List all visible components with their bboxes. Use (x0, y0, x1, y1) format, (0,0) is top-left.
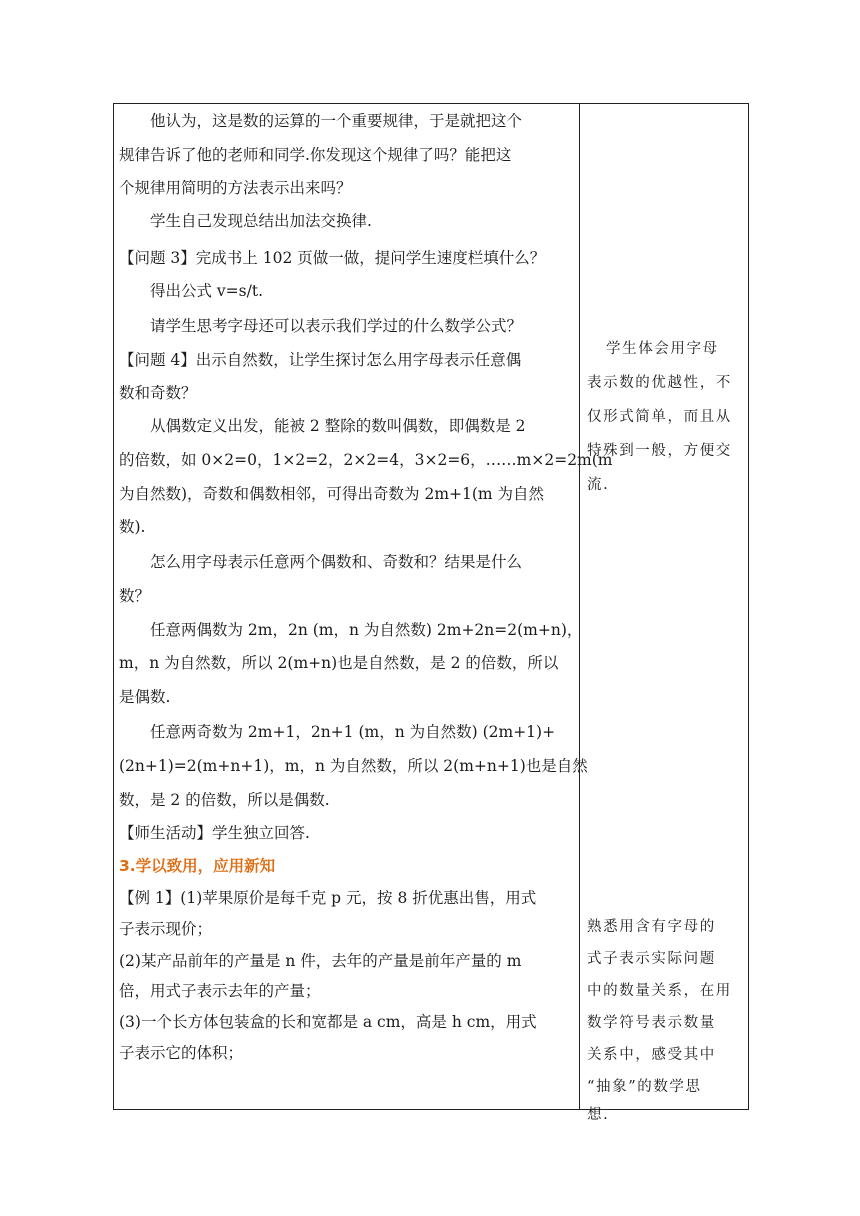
section-heading: 3.学以致用，应用新知 (119, 857, 276, 875)
body-text-line: 数和奇数？ (119, 384, 197, 402)
body-text-line: 怎么用字母表示任意两个偶数和、奇数和？结果是什么 (150, 553, 523, 571)
note-text-line: 想. (587, 1107, 610, 1123)
example-text-line: 子表示它的体积； (119, 1044, 244, 1062)
note-text-line: 关系中，感受其中 (587, 1047, 716, 1063)
body-text-line: 为自然数)，奇数和偶数相邻，可得出奇数为 2m+1(m 为自然 (119, 485, 545, 503)
body-text-line: 是偶数. (119, 688, 171, 706)
body-text-line: 任意两奇数为 2m+1，2n+1 (m，n 为自然数) (2m+1)+ (150, 723, 556, 741)
example-text-line: 【例 1】(1)苹果原价是每千克 p 元，按 8 折优惠出售，用式 (119, 889, 537, 907)
note-text-line: 式子表示实际问题 (587, 951, 716, 967)
body-text-line: 【师生活动】学生独立回答. (119, 824, 310, 842)
body-text-line: 数，是 2 的倍数，所以是偶数. (119, 791, 330, 809)
body-text-line: 学生自己发现总结出加法交换律. (150, 212, 372, 230)
note-text-line: 表示数的优越性，不 (587, 375, 732, 391)
body-text-line: 个规律用简明的方法表示出来吗？ (119, 179, 352, 197)
body-text-line: 规律告诉了他的老师和同学.你发现这个规律了吗？能把这 (119, 146, 512, 164)
body-text-line: 从偶数定义出发，能被 2 整除的数叫偶数，即偶数是 2 (150, 417, 526, 435)
example-text-line: (3)一个长方体包装盒的长和宽都是 a cm，高是 h cm，用式 (119, 1013, 537, 1031)
body-text-line: 得出公式 v=s/t. (150, 282, 264, 300)
note-text-line: 仅形式简单，而且从 (587, 409, 732, 425)
lesson-plan-table (113, 103, 749, 1123)
body-text-line: 任意两偶数为 2m，2n (m，n 为自然数) 2m+2n=2(m+n)， (150, 621, 583, 639)
body-text-line: 【问题 4】出示自然数，让学生探讨怎么用字母表示任意偶 (119, 351, 522, 369)
example-text-line: 倍，用式子表示去年的产量； (119, 982, 321, 1000)
note-text-line: 数学符号表示数量 (587, 1015, 716, 1031)
body-text-line: 的倍数，如 0×2=0，1×2=2，2×2=4，3×2=6，……m×2=2m(m (119, 451, 613, 469)
note-text-line: “抽象”的数学思 (587, 1079, 702, 1095)
column-divider (579, 104, 580, 1109)
note-text-line: 流. (587, 477, 610, 493)
note-text-line: 学生体会用字母 (606, 341, 719, 357)
body-text-line: 数？ (119, 587, 151, 605)
body-text-line: 请学生思考字母还可以表示我们学过的什么数学公式？ (150, 317, 523, 335)
example-text-line: 子表示现价； (119, 920, 213, 938)
note-text-line: 熟悉用含有字母的 (587, 919, 716, 935)
note-text-line: 特殊到一般，方便交 (587, 443, 732, 459)
body-text-line: (2n+1)=2(m+n+1)，m，n 为自然数，所以 2(m+n+1)也是自然 (119, 757, 588, 775)
note-text-line: 中的数量关系，在用 (587, 983, 732, 999)
body-text-line: 数). (119, 518, 146, 536)
body-text-line: 【问题 3】完成书上 102 页做一做，提问学生速度栏填什么？ (119, 249, 546, 267)
example-text-line: (2)某产品前年的产量是 n 件，去年的产量是前年产量的 m (119, 952, 522, 970)
body-text-line: m，n 为自然数，所以 2(m+n)也是自然数，是 2 的倍数，所以 (119, 654, 559, 672)
body-text-line: 他认为，这是数的运算的一个重要规律，于是就把这个 (150, 112, 523, 130)
